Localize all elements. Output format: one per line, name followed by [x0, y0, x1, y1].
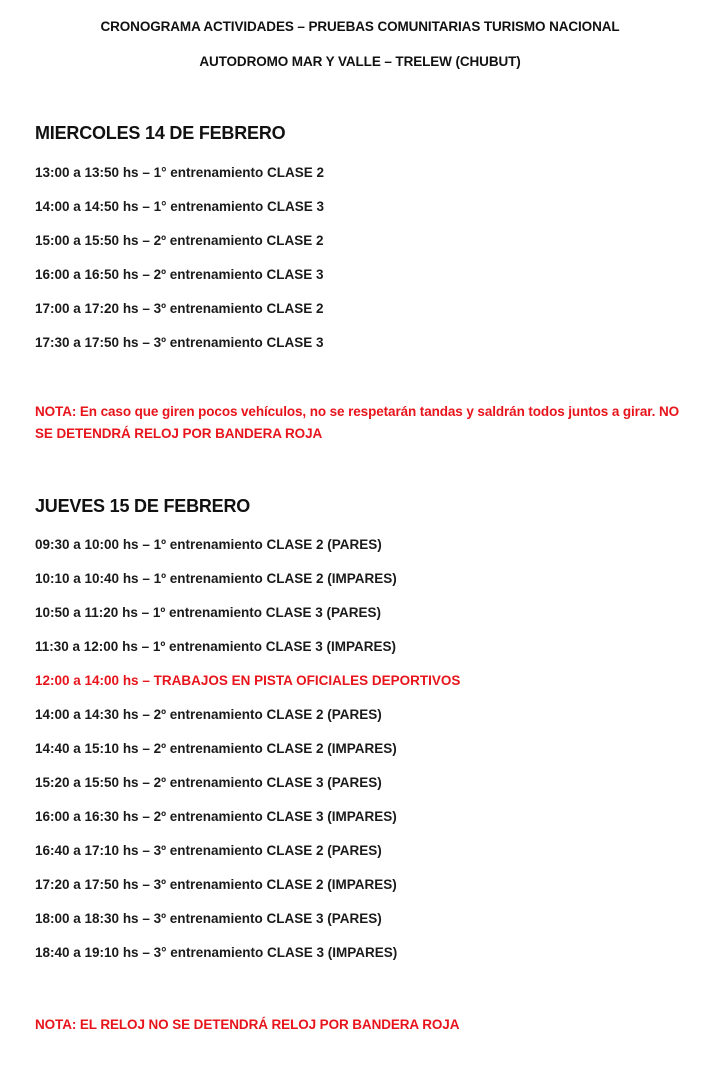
schedule-row: 15:00 a 15:50 hs – 2º entrenamiento CLASE 2	[35, 233, 324, 248]
schedule-row-highlight: 12:00 a 14:00 hs – TRABAJOS EN PISTA OFICIALES DEPORTIVOS	[35, 673, 461, 688]
day-heading-wednesday: MIERCOLES 14 DE FEBRERO	[35, 123, 286, 143]
schedule-row: 17:20 a 17:50 hs – 3º entrenamiento CLASE 2 (IMPARES)	[35, 877, 397, 892]
note-wednesday: NOTA: En caso que giren pocos vehículos, no se respetarán tandas y saldrán todos juntos a girar. NO SE DETENDRÁ RELOJ POR BANDERA ROJA	[35, 404, 680, 441]
schedule-row: 09:30 a 10:00 hs – 1º entrenamiento CLASE 2 (PARES)	[35, 537, 382, 552]
schedule-row: 16:00 a 16:30 hs – 2º entrenamiento CLASE 3 (IMPARES)	[35, 809, 397, 824]
schedule-row: 11:30 a 12:00 hs – 1º entrenamiento CLASE 3 (IMPARES)	[35, 639, 397, 654]
schedule-row: 10:50 a 11:20 hs – 1º entrenamiento CLASE 3 (PARES)	[35, 605, 382, 620]
schedule-row: 14:40 a 15:10 hs – 2º entrenamiento CLASE 2 (IMPARES)	[35, 741, 397, 756]
schedule-row: 16:00 a 16:50 hs – 2º entrenamiento CLASE 3	[35, 267, 324, 282]
document-subtitle: AUTODROMO MAR Y VALLE – TRELEW (CHUBUT)	[199, 54, 521, 69]
note-thursday: NOTA: EL RELOJ NO SE DETENDRÁ RELOJ POR BANDERA ROJA	[35, 1017, 460, 1032]
schedule-row: 18:40 a 19:10 hs – 3° entrenamiento CLASE 3 (IMPARES)	[35, 945, 398, 960]
day-heading-thursday: JUEVES 15 DE FEBRERO	[35, 496, 251, 516]
document-title: CRONOGRAMA ACTIVIDADES – PRUEBAS COMUNITARIAS TURISMO NACIONAL	[100, 19, 620, 34]
schedule-row: 14:00 a 14:50 hs – 1° entrenamiento CLASE 3	[35, 199, 325, 214]
schedule-row: 13:00 a 13:50 hs – 1° entrenamiento CLASE 2	[35, 165, 325, 180]
schedule-row: 16:40 a 17:10 hs – 3º entrenamiento CLASE 2 (PARES)	[35, 843, 382, 858]
schedule-list-wednesday	[35, 164, 324, 368]
schedule-row: 10:10 a 10:40 hs – 1º entrenamiento CLASE 2 (IMPARES)	[35, 571, 397, 586]
schedule-row: 17:00 a 17:20 hs – 3º entrenamiento CLASE 2	[35, 301, 324, 316]
schedule-list-thursday	[35, 536, 460, 978]
schedule-row: 14:00 a 14:30 hs – 2º entrenamiento CLASE 2 (PARES)	[35, 707, 382, 722]
schedule-row: 18:00 a 18:30 hs – 3º entrenamiento CLASE 3 (PARES)	[35, 911, 382, 926]
schedule-row: 15:20 a 15:50 hs – 2º entrenamiento CLASE 3 (PARES)	[35, 775, 382, 790]
schedule-row: 17:30 a 17:50 hs – 3º entrenamiento CLASE 3	[35, 335, 324, 350]
